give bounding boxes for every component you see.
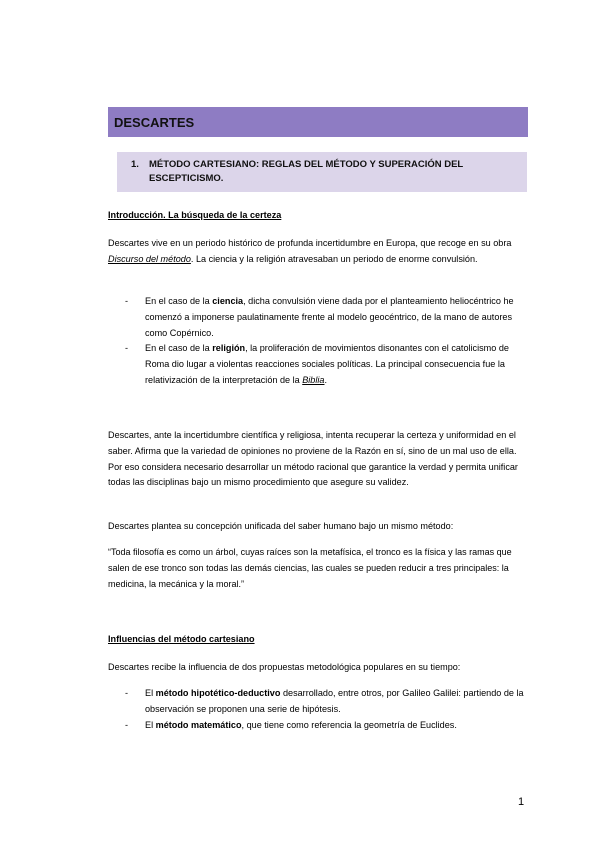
bullet-hipotetico-deductivo bbox=[108, 686, 528, 718]
bullet-text-start: El bbox=[145, 719, 156, 730]
section-number: 1. bbox=[131, 159, 139, 170]
descartes-quote: “Toda filosofía es como un árbol, cuyas raíces son la metafísica, el tronco es la física y las ramas que salen de ese tronco son todas las demás ciencias, las cuales se pueden reducir a tres principales: la medicina, la mecánica y la moral.” bbox=[108, 547, 512, 589]
intro-paragraph-1 bbox=[108, 236, 528, 268]
bullet-text-end: desarrollado, entre otros, por Galileo Galilei: partiendo de la observación se proponen una serie de hipótesis. bbox=[145, 688, 524, 714]
bullet-matematico bbox=[108, 718, 528, 734]
work-title-discurso: Discurso del método bbox=[108, 253, 191, 264]
section-heading bbox=[117, 152, 527, 192]
influences-bullet-list bbox=[108, 686, 528, 733]
bullet-text-start: En el caso de la bbox=[145, 343, 213, 354]
intro-p1-text-end: . La ciencia y la religión atravesaban un periodo de enorme convulsión. bbox=[190, 253, 478, 264]
bullet-keyword-matematico: método matemático bbox=[155, 719, 242, 730]
bullet-text-end: , dicha convulsión viene dada por el planteamiento heliocéntrico he comenzó a imponerse paulatinamente frente al modelo geocéntrico, de la mano de autores como Copérnico. bbox=[145, 296, 514, 338]
bullet-keyword-ciencia: ciencia bbox=[212, 296, 244, 306]
bullet-ciencia bbox=[108, 294, 528, 341]
intro-bullet-list bbox=[108, 294, 528, 389]
bullet-text-start: En el caso de la bbox=[145, 296, 213, 306]
influences-paragraph-1: Descartes recibe la influencia de dos propuestas metodológica populares en su tiempo: bbox=[108, 662, 461, 672]
bullet-religion bbox=[108, 341, 528, 388]
document-title-text: DESCARTES bbox=[114, 115, 195, 130]
bullet-dash: - bbox=[125, 296, 129, 306]
intro-heading: Introducción. La búsqueda de la certeza bbox=[108, 210, 282, 220]
intro-p1-text-start: Descartes vive en un periodo histórico de profunda incertidumbre en Europa, que recoge en su obra bbox=[108, 238, 512, 248]
intro-paragraph-3: Descartes plantea su concepción unificada del saber humano bajo un mismo método: bbox=[108, 521, 454, 531]
influences-heading: Influencias del método cartesiano bbox=[108, 634, 255, 644]
work-title-biblia: Biblia bbox=[302, 374, 325, 385]
section-title-line-1: MÉTODO CARTESIANO: REGLAS DEL MÉTODO Y SUPERACIÓN DEL bbox=[149, 159, 464, 170]
bullet-text-start: El bbox=[145, 688, 156, 698]
page-number: 1 bbox=[518, 796, 525, 808]
intro-paragraph-2: Descartes, ante la incertidumbre científica y religiosa, intenta recuperar la certeza y uniformidad en el saber. Afirma que la variedad de opiniones no proviene de la Razón en sí, sino de un mal uso de ella. Por eso considera necesario desarrollar un método racional que garantice la verdad y permita unificar todas las disciplinas bajo un mismo procedimiento que asegure su validez. bbox=[108, 430, 518, 488]
bullet-keyword-religion: religión bbox=[212, 343, 246, 354]
bullet-text-middle: , la proliferación de movimientos disonantes con el catolicismo de Roma dio lugar a violentas reacciones sociales políticas. La principal consecuencia fue la relativización de la interpretación de la bbox=[145, 343, 509, 385]
bullet-dash: - bbox=[125, 688, 129, 698]
bullet-dash: - bbox=[125, 719, 129, 730]
bullet-text-end: , que tiene como referencia la geometría de Euclides. bbox=[241, 719, 457, 730]
bullet-text-end: . bbox=[324, 374, 327, 385]
bullet-keyword-hipotetico: método hipotético-deductivo bbox=[155, 688, 281, 698]
bullet-dash: - bbox=[125, 343, 129, 354]
document-title bbox=[108, 107, 528, 137]
section-title-line-2: ESCEPTICISMO. bbox=[149, 173, 224, 184]
